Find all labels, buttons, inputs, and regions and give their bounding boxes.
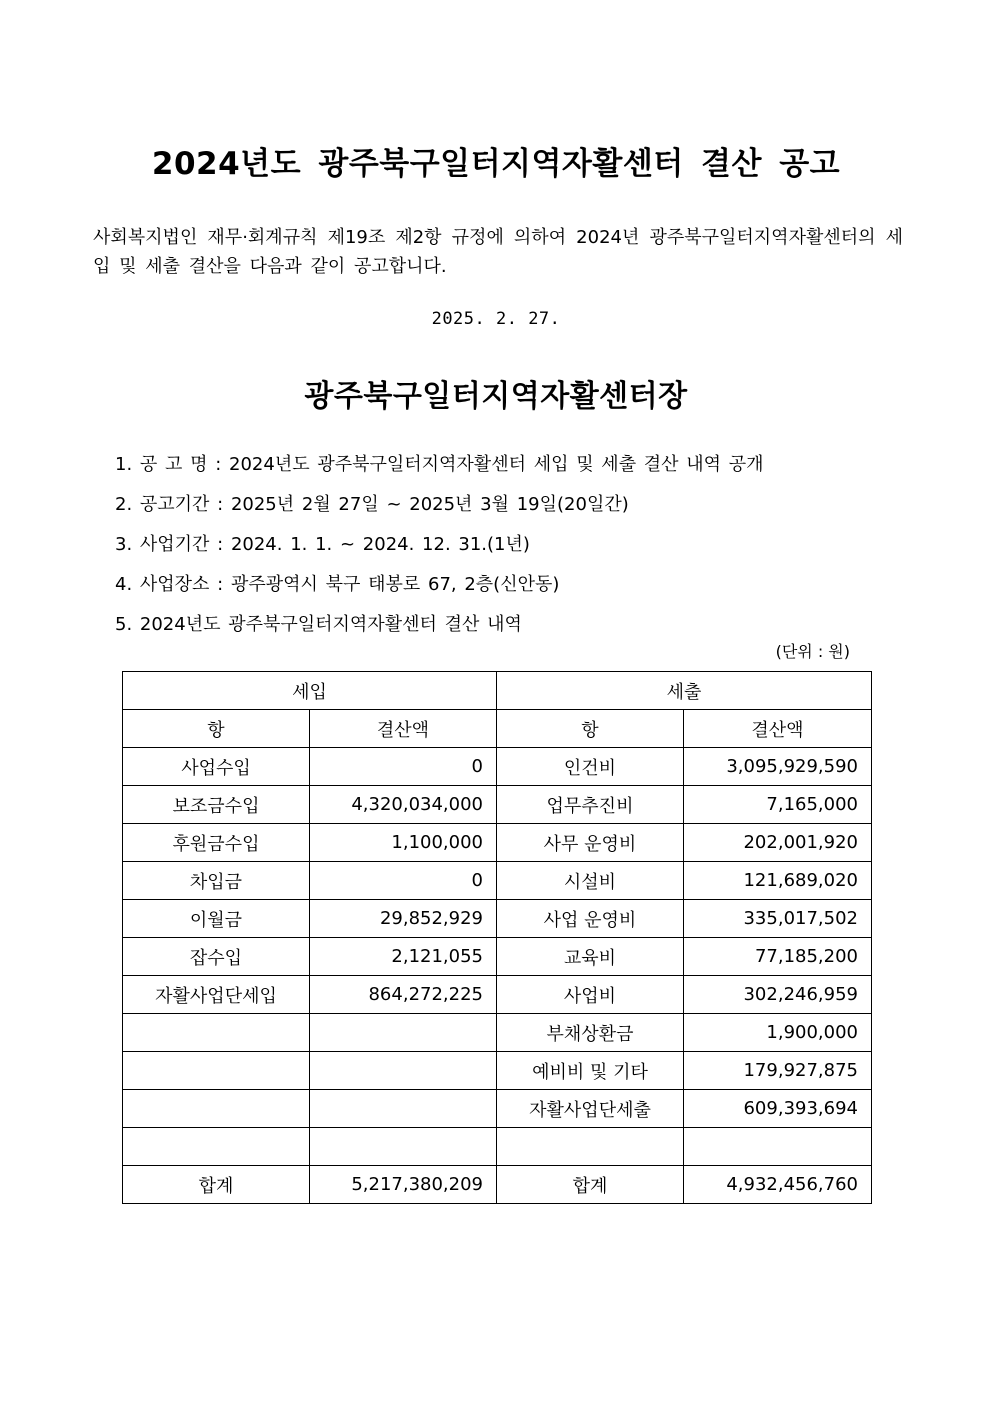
settlement-table — [122, 671, 872, 1204]
expense-amount-header: 결산액 — [684, 710, 872, 748]
expense-item: 부채상환금 — [497, 1014, 684, 1052]
revenue-amount — [310, 1052, 497, 1090]
table-row — [123, 1014, 872, 1052]
revenue-item — [123, 1090, 310, 1128]
announcement-date: 2025. 2. 27. — [431, 309, 561, 329]
table-row — [123, 786, 872, 824]
revenue-item: 이월금 — [123, 900, 310, 938]
table-row — [123, 938, 872, 976]
revenue-amount: 1,100,000 — [310, 824, 497, 862]
expense-item: 시설비 — [497, 862, 684, 900]
revenue-item: 보조금수입 — [123, 786, 310, 824]
revenue-amount: 4,320,034,000 — [310, 786, 497, 824]
revenue-amount — [310, 1128, 497, 1166]
revenue-item: 자활사업단세입 — [123, 976, 310, 1014]
announcement-items — [115, 451, 895, 651]
expense-item: 사무 운영비 — [497, 824, 684, 862]
table-total-row — [123, 1166, 872, 1204]
revenue-amount: 2,121,055 — [310, 938, 497, 976]
item-location: 4. 사업장소 : 광주광역시 북구 태봉로 67, 2층(신안동) — [115, 574, 560, 595]
revenue-item — [123, 1128, 310, 1166]
revenue-item: 후원금수입 — [123, 824, 310, 862]
expense-item: 사업비 — [497, 976, 684, 1014]
revenue-item: 잡수입 — [123, 938, 310, 976]
table-row — [123, 900, 872, 938]
page-title: 2024년도 광주북구일터지역자활센터 결산 공고 — [151, 146, 841, 182]
revenue-item — [123, 1052, 310, 1090]
table-row — [123, 748, 872, 786]
revenue-amount — [310, 1090, 497, 1128]
item-business-period: 3. 사업기간 : 2024. 1. 1. ~ 2024. 12. 31.(1년) — [115, 534, 530, 555]
expense-item — [497, 1128, 684, 1166]
expense-amount: 302,246,959 — [684, 976, 872, 1014]
expense-total-amount: 4,932,456,760 — [684, 1166, 872, 1204]
expense-item: 사업 운영비 — [497, 900, 684, 938]
item-settlement: 5. 2024년도 광주북구일터지역자활센터 결산 내역 — [115, 614, 522, 635]
expense-amount: 1,900,000 — [684, 1014, 872, 1052]
revenue-amount: 864,272,225 — [310, 976, 497, 1014]
revenue-amount — [310, 1014, 497, 1052]
expense-amount: 609,393,694 — [684, 1090, 872, 1128]
expense-amount: 121,689,020 — [684, 862, 872, 900]
table-row — [123, 1090, 872, 1128]
revenue-total-label: 합계 — [123, 1166, 310, 1204]
revenue-amount: 0 — [310, 862, 497, 900]
revenue-header: 세입 — [123, 672, 497, 710]
expense-item: 예비비 및 기타 — [497, 1052, 684, 1090]
expense-item: 인건비 — [497, 748, 684, 786]
revenue-item: 차입금 — [123, 862, 310, 900]
table-subheader-row — [123, 710, 872, 748]
revenue-total-amount: 5,217,380,209 — [310, 1166, 497, 1204]
table-row — [123, 824, 872, 862]
unit-label: (단위 : 원) — [775, 642, 850, 661]
expense-item: 자활사업단세출 — [497, 1090, 684, 1128]
expense-item-header: 항 — [497, 710, 684, 748]
table-row — [123, 976, 872, 1014]
intro-paragraph: 사회복지법인 재무·회계규칙 제19조 제2항 규정에 의하여 2024년 광주북구일터지역자활센터의 세입 및 세출 결산을 다음과 같이 공고합니다. — [93, 227, 903, 277]
revenue-amount: 29,852,929 — [310, 900, 497, 938]
revenue-item-header: 항 — [123, 710, 310, 748]
revenue-item: 사업수입 — [123, 748, 310, 786]
table-row — [123, 1128, 872, 1166]
revenue-amount: 0 — [310, 748, 497, 786]
item-title: 1. 공 고 명 : 2024년도 광주북구일터지역자활센터 세입 및 세출 결산 내역 공개 — [115, 454, 764, 475]
table-row — [123, 862, 872, 900]
expense-amount: 7,165,000 — [684, 786, 872, 824]
organization-name: 광주북구일터지역자활센터장 — [304, 379, 688, 414]
expense-amount — [684, 1128, 872, 1166]
table-header-row — [123, 672, 872, 710]
expense-amount: 335,017,502 — [684, 900, 872, 938]
table-row — [123, 1052, 872, 1090]
expense-header: 세출 — [497, 672, 872, 710]
expense-item: 교육비 — [497, 938, 684, 976]
expense-total-label: 합계 — [497, 1166, 684, 1204]
expense-amount: 202,001,920 — [684, 824, 872, 862]
expense-amount: 77,185,200 — [684, 938, 872, 976]
item-period: 2. 공고기간 : 2025년 2월 27일 ~ 2025년 3월 19일(20일간) — [115, 494, 629, 515]
revenue-item — [123, 1014, 310, 1052]
revenue-amount-header: 결산액 — [310, 710, 497, 748]
expense-amount: 3,095,929,590 — [684, 748, 872, 786]
expense-item: 업무추진비 — [497, 786, 684, 824]
expense-amount: 179,927,875 — [684, 1052, 872, 1090]
